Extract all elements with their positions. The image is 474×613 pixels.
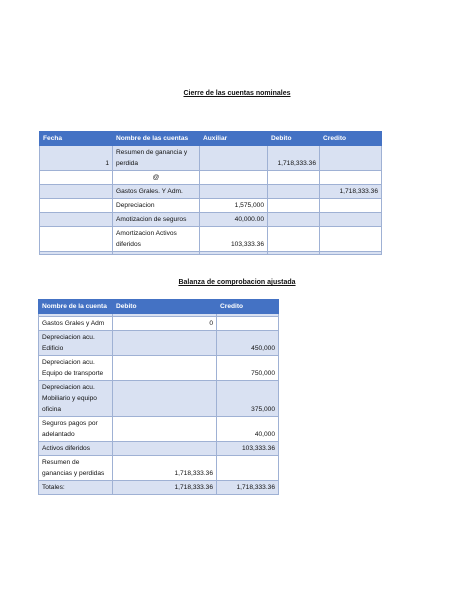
table-row	[39, 417, 279, 442]
cell-fecha	[40, 213, 113, 227]
cell-auxiliar: 103,333.36	[200, 227, 268, 252]
cell-auxiliar	[200, 171, 268, 185]
cell-credito: 1,718,333.36	[217, 481, 279, 495]
cell-credito: 375,000	[217, 381, 279, 417]
table-row	[40, 146, 382, 171]
cell-auxiliar	[200, 146, 268, 171]
cell-credito	[320, 171, 382, 185]
cell-debito	[268, 213, 320, 227]
header-debito: Debito	[268, 132, 320, 146]
cell-debito	[268, 185, 320, 199]
cell-cuenta: Depreciacion acu. Edificio	[39, 331, 113, 356]
cell-debito: 1,718,333.36	[113, 481, 217, 495]
table-row	[40, 171, 382, 185]
cierre-table	[39, 131, 382, 255]
cell-fecha	[40, 252, 113, 255]
cell-debito: 1,718,333.36	[268, 146, 320, 171]
cell-credito: 103,333.36	[217, 442, 279, 456]
table-row	[39, 331, 279, 356]
cell-cuenta: Depreciacion acu. Mobiliario y equipo oficina	[39, 381, 113, 417]
totals-row	[39, 481, 279, 495]
balanza-header-row	[39, 300, 279, 314]
cell-credito	[320, 199, 382, 213]
cell-cuenta: Depreciacion	[113, 199, 200, 213]
table-row	[40, 252, 382, 255]
cell-cuenta: Gastos Grales. Y Adm.	[113, 185, 200, 199]
cell-debito	[268, 171, 320, 185]
cell-credito	[320, 213, 382, 227]
table-row	[40, 213, 382, 227]
cell-cuenta: Totales:	[39, 481, 113, 495]
cell-debito	[113, 442, 217, 456]
cell-cuenta	[113, 252, 200, 255]
cierre-header-row	[40, 132, 382, 146]
table-row	[39, 356, 279, 381]
header-nombre: Nombre de la cuenta	[39, 300, 113, 314]
cell-auxiliar: 1,575,000	[200, 199, 268, 213]
cell-debito	[268, 252, 320, 255]
cell-credito: 1,718,333.36	[320, 185, 382, 199]
table-row	[39, 317, 279, 331]
cell-auxiliar: 40,000.00	[200, 213, 268, 227]
balanza-title: Balanza de comprobacion ajustada	[178, 279, 296, 286]
cell-cuenta: @	[113, 171, 200, 185]
cell-credito: 750,000	[217, 356, 279, 381]
cell-credito	[217, 317, 279, 331]
cell-credito	[217, 456, 279, 481]
cell-cuenta: Depreciacion acu. Equipo de transporte	[39, 356, 113, 381]
cell-cuenta: Activos diferidos	[39, 442, 113, 456]
balanza-table	[38, 299, 279, 495]
cierre-title: Cierre de las cuentas nominales	[183, 90, 291, 97]
cell-debito	[268, 199, 320, 213]
cell-fecha	[40, 171, 113, 185]
cell-fecha: 1	[40, 146, 113, 171]
cell-credito: 450,000	[217, 331, 279, 356]
header-fecha: Fecha	[40, 132, 113, 146]
cell-auxiliar	[200, 185, 268, 199]
cell-fecha	[40, 199, 113, 213]
cell-debito	[113, 356, 217, 381]
cell-cuenta: Gastos Grales y Adm	[39, 317, 113, 331]
header-nombre: Nombre de las cuentas	[113, 132, 200, 146]
cell-credito: 40,000	[217, 417, 279, 442]
cell-credito	[320, 252, 382, 255]
table-row	[39, 381, 279, 417]
header-credito: Credito	[217, 300, 279, 314]
cell-debito: 1,718,333.36	[113, 456, 217, 481]
cell-cuenta: Amortizacion Activos diferidos	[113, 227, 200, 252]
cell-fecha	[40, 185, 113, 199]
cell-debito	[113, 331, 217, 356]
header-credito: Credito	[320, 132, 382, 146]
table-row	[40, 185, 382, 199]
table-row	[40, 199, 382, 213]
cell-cuenta: Seguros pagos por adelantado	[39, 417, 113, 442]
table-row	[39, 456, 279, 481]
cell-credito	[320, 146, 382, 171]
cell-debito	[113, 381, 217, 417]
cell-credito	[320, 227, 382, 252]
table-row	[39, 442, 279, 456]
cell-fecha	[40, 227, 113, 252]
cell-auxiliar	[200, 252, 268, 255]
header-debito: Debito	[113, 300, 217, 314]
cell-cuenta: Resumen de ganancias y perdidas	[39, 456, 113, 481]
cell-debito	[268, 227, 320, 252]
cell-cuenta: Resumen de ganancia y perdida	[113, 146, 200, 171]
cell-cuenta: Amotizacion de seguros	[113, 213, 200, 227]
cell-debito: 0	[113, 317, 217, 331]
table-row	[40, 227, 382, 252]
cell-debito	[113, 417, 217, 442]
header-auxiliar: Auxiliar	[200, 132, 268, 146]
